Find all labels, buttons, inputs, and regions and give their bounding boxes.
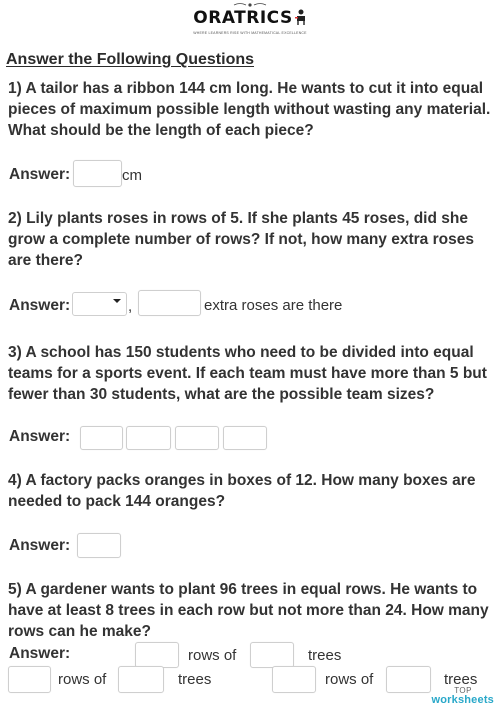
question-5-trees-input-2[interactable] — [118, 666, 164, 693]
question-3-answer-input-4[interactable] — [223, 426, 267, 450]
chevron-down-icon — [113, 299, 121, 303]
question-5-rows-of-1: rows of — [188, 647, 237, 664]
question-1-text: 1) A tailor has a ribbon 144 cm long. He wants to cut it into equal pieces of maximum possible length without wasting any material. What should be the length of each piece? — [8, 80, 491, 139]
teacher-figure-icon — [295, 9, 307, 25]
question-1-answer-label: Answer: — [9, 166, 71, 183]
question-5-text: 5) A gardener wants to plant 96 trees in equal rows. He wants to have at least 8 trees in each row but not more than 24. How many rows can he make? — [8, 581, 489, 640]
question-2-text: 2) Lily plants roses in rows of 5. If she plants 45 roses, did she grow a complete number of rows? If not, how many extra roses are there? — [8, 210, 474, 269]
footer-brand-worksheets: worksheets — [431, 694, 494, 706]
question-3-text: 3) A school has 150 students who need to be divided into equal teams for a sports event. If each team must have more than 5 but fewer than 30 students, what are the possible team sizes? — [8, 344, 487, 403]
question-1-unit: cm — [122, 167, 142, 184]
question-5-trees-3: trees — [444, 671, 478, 688]
question-2-comma: , — [128, 298, 133, 315]
question-1-answer-input[interactable] — [73, 160, 122, 187]
question-5-trees-1: trees — [308, 647, 342, 664]
brand-name: ORATRICS — [193, 8, 293, 28]
question-5-answer-label: Answer: — [9, 645, 71, 662]
question-5-rows-input-2[interactable] — [8, 666, 51, 693]
question-5-rows-of-2: rows of — [58, 671, 107, 688]
question-5-trees-2: trees — [178, 671, 212, 688]
question-2-suffix: extra roses are there — [204, 297, 343, 314]
question-3-answer-input-3[interactable] — [175, 426, 219, 450]
question-4-answer-label: Answer: — [9, 537, 71, 554]
question-5-rows-of-3: rows of — [325, 671, 374, 688]
brand-tagline: WHERE LEARNERS RISE WITH MATHEMATICAL EXCELLENCE — [193, 31, 307, 35]
question-3-answer-label: Answer: — [9, 428, 71, 445]
question-5-rows-input-1[interactable] — [135, 642, 179, 668]
footer-brand-top: TOP — [454, 686, 472, 695]
question-2-answer-label: Answer: — [9, 297, 71, 314]
question-3-answer-input-1[interactable] — [80, 426, 123, 450]
question-4-text: 4) A factory packs oranges in boxes of 12. How many boxes are needed to pack 144 oranges? — [8, 472, 476, 510]
worksheet-header — [0, 0, 500, 48]
question-5-trees-input-3[interactable] — [386, 666, 431, 693]
question-5-trees-input-1[interactable] — [250, 642, 294, 668]
question-5-rows-input-3[interactable] — [272, 666, 316, 693]
section-title: Answer the Following Questions — [6, 51, 255, 68]
question-2-answer-dropdown[interactable] — [72, 292, 127, 316]
question-3-answer-input-2[interactable] — [126, 426, 171, 450]
brand-logo — [0, 8, 500, 28]
question-2-extra-roses-input[interactable] — [138, 290, 201, 316]
question-4-answer-input[interactable] — [77, 533, 121, 558]
